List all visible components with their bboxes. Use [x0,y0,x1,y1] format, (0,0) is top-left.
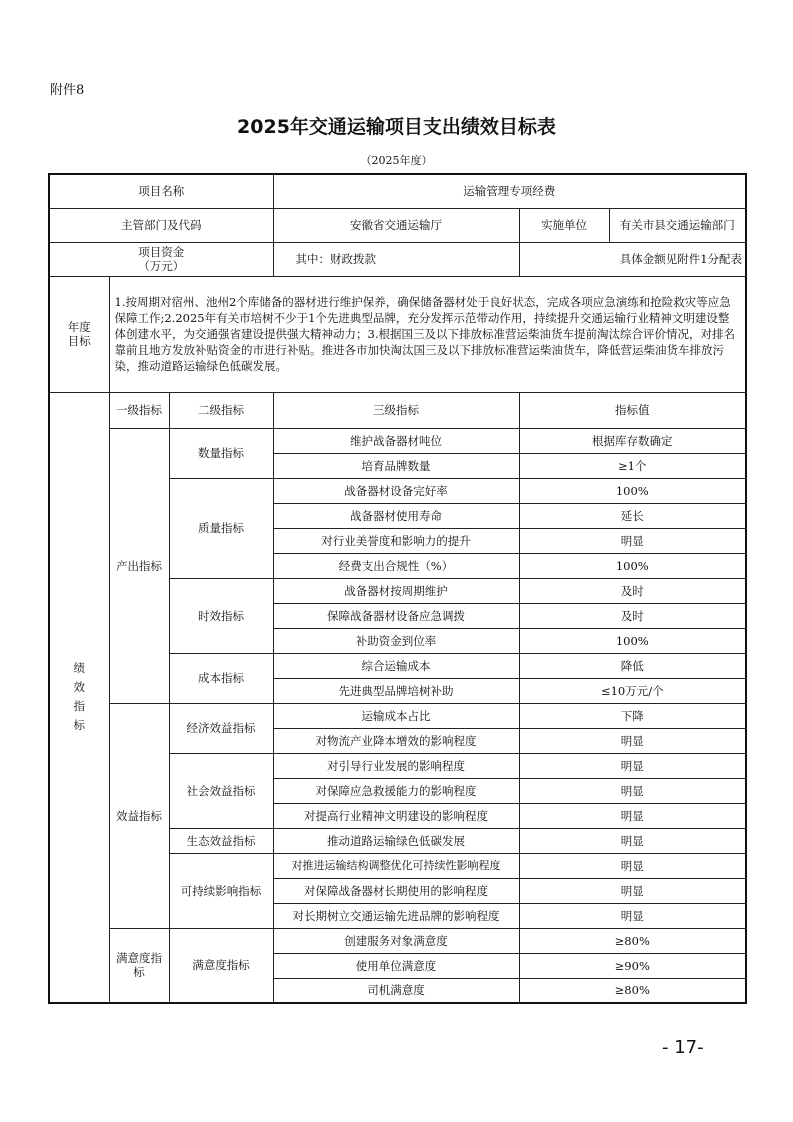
indicator-name: 创建服务对象满意度 [273,928,519,953]
indicator-name: 维护战备器材吨位 [273,428,519,453]
indicator-value: 下降 [519,703,746,728]
indicator-name: 战备器材设备完好率 [273,478,519,503]
indicator-name: 对推进运输结构调整优化可持续性影响程度 [273,853,519,878]
indicator-name: 推动道路运输绿色低碳发展 [273,828,519,853]
indicator-value: ≥80% [519,978,746,1003]
indicator-name: 对保障应急救援能力的影响程度 [273,778,519,803]
level2-quantity: 数量指标 [169,428,273,478]
attachment-label: 附件8 [50,83,85,98]
indicator-name: 补助资金到位率 [273,628,519,653]
col-header-level1: 一级指标 [109,392,169,428]
performance-table [48,173,747,1004]
level2-ecological: 生态效益指标 [169,828,273,853]
goal-row [49,276,746,392]
level2-economic: 经济效益指标 [169,703,273,753]
indicator-name: 使用单位满意度 [273,953,519,978]
indicator-value: 100% [519,553,746,578]
indicator-name: 战备器材按周期维护 [273,578,519,603]
indicator-value: 明显 [519,828,746,853]
level2-satisfaction: 满意度指标 [169,928,273,1003]
indicator-header-row [49,392,746,428]
level1-benefit: 效益指标 [109,703,169,928]
department-value: 安徽省交通运输厅 [273,208,519,242]
indicator-name: 保障战备器材设备应急调拨 [273,603,519,628]
fund-row [49,242,746,276]
indicator-value: 明显 [519,753,746,778]
indicator-row [49,928,746,953]
col-header-level2: 二级指标 [169,392,273,428]
level2-timeliness: 时效指标 [169,578,273,653]
level2-quality: 质量指标 [169,478,273,578]
col-header-value: 指标值 [519,392,746,428]
indicator-name: 先进典型品牌培树补助 [273,678,519,703]
level1-satisfaction: 满意度指标 [109,928,169,1003]
implementer-label: 实施单位 [519,208,609,242]
indicator-value: ≤10万元/个 [519,678,746,703]
indicator-value: 明显 [519,778,746,803]
indicator-name: 对物流产业降本增效的影响程度 [273,728,519,753]
indicator-value: 根据库存数确定 [519,428,746,453]
goal-text: 1.按周期对宿州、池州2个库储备的器材进行维护保养，确保储备器材处于良好状态，完成各项应急演练和抢险救灾等应急保障工作;2.2025年有关市培树不少于1个先进典型品牌，充分发挥示范带动作用，持续提升交通运输行业精神文明建设整体创建水平，为交通强省建设提供强大精神动力；3.根据国三及以下排放标准营运柴油货车提前淘汰综合评价情况，对排名靠前且地方发放补贴资金的市进行补贴。推进各市加快淘汰国三及以下排放标准营运柴油货车，降低营运柴油货车排放污染，推动道路运输绿色低碳发展。 [109,276,746,392]
indicator-value: 明显 [519,903,746,928]
fund-label-line2: （万元） [138,259,185,273]
indicator-value: 及时 [519,578,746,603]
indicator-section-label [49,392,109,1003]
fund-sub-label: 其中：财政拨款 [273,242,519,276]
department-label: 主管部门及代码 [49,208,273,242]
section-char: 标 [73,718,85,733]
indicator-value: 明显 [519,803,746,828]
indicator-name: 对引导行业发展的影响程度 [273,753,519,778]
indicator-value: ≥1个 [519,453,746,478]
fund-label [49,242,273,276]
fund-label-line1: 项目资金 [138,245,185,259]
indicator-value: ≥80% [519,928,746,953]
indicator-value: 明显 [519,528,746,553]
indicator-name: 司机满意度 [273,978,519,1003]
indicator-name: 综合运输成本 [273,653,519,678]
project-name-row [49,174,746,208]
goal-label-line2: 目标 [67,334,91,348]
indicator-value: 100% [519,628,746,653]
indicator-name: 运输成本占比 [273,703,519,728]
indicator-value: 降低 [519,653,746,678]
indicator-value: 100% [519,478,746,503]
indicator-value: ≥90% [519,953,746,978]
level2-social: 社会效益指标 [169,753,273,828]
project-name-value: 运输管理专项经费 [273,174,746,208]
implementer-value: 有关市县交通运输部门 [609,208,746,242]
level1-output: 产出指标 [109,428,169,703]
page-number: - 17- [662,1037,704,1058]
indicator-name: 对提高行业精神文明建设的影响程度 [273,803,519,828]
section-char: 绩 [73,661,85,676]
page-title: 2025年交通运输项目支出绩效目标表 [237,116,556,138]
indicator-value: 明显 [519,878,746,903]
indicator-value: 延长 [519,503,746,528]
section-char: 效 [73,680,85,695]
indicator-name: 对保障战备器材长期使用的影响程度 [273,878,519,903]
indicator-name: 对行业美誉度和影响力的提升 [273,528,519,553]
project-name-label: 项目名称 [49,174,273,208]
indicator-value: 明显 [519,728,746,753]
fund-note: 具体金额见附件1分配表 [519,242,746,276]
indicator-name: 培育品牌数量 [273,453,519,478]
indicator-value: 及时 [519,603,746,628]
col-header-level3: 三级指标 [273,392,519,428]
goal-label [49,276,109,392]
indicator-name: 对长期树立交通运输先进品牌的影响程度 [273,903,519,928]
level2-sustainable: 可持续影响指标 [169,853,273,928]
indicator-value: 明显 [519,853,746,878]
indicator-row [49,703,746,728]
section-char: 指 [73,699,85,714]
department-row [49,208,746,242]
year-label: （2025年度） [360,154,433,167]
goal-label-line1: 年度 [67,320,91,334]
indicator-name: 经费支出合规性（%） [273,553,519,578]
indicator-name: 战备器材使用寿命 [273,503,519,528]
level2-cost: 成本指标 [169,653,273,703]
indicator-row [49,428,746,453]
